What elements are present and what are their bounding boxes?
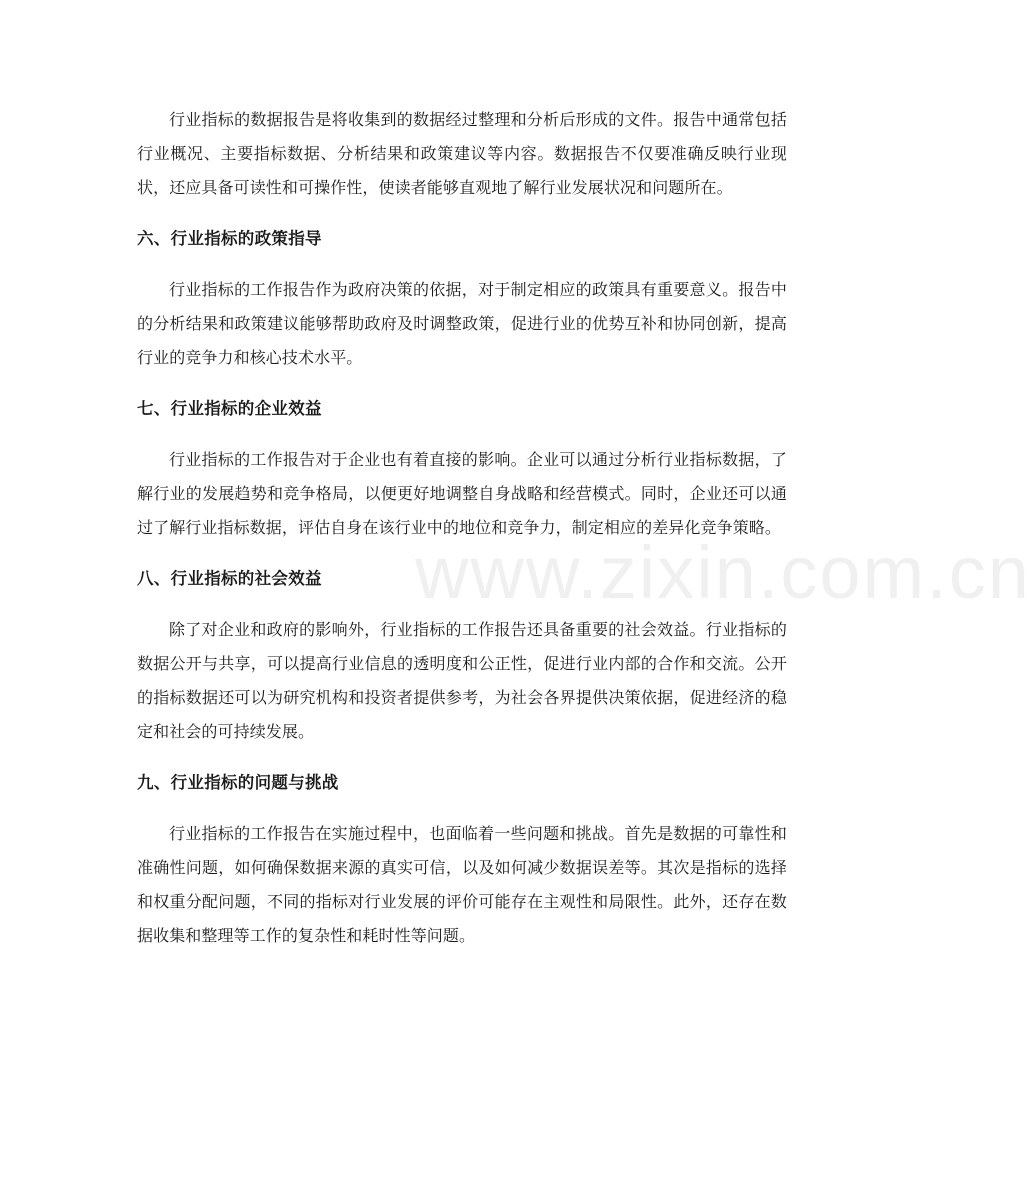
section-heading-6: 六、行业指标的政策指导 [137,229,322,248]
section-paragraph-8: 除了对企业和政府的影响外，行业指标的工作报告还具备重要的社会效益。行业指标的数据公开与共享，可以提高行业信息的透明度和公正性，促进行业内部的合作和交流。公开的指标数据还可以为研究机构和投资者提供参考，为社会各界提供决策依据，促进经济的稳定和社会的可持续发展。 [137,620,787,741]
document-body [137,103,787,953]
section-heading-7: 七、行业指标的企业效益 [137,399,322,418]
section-heading-9: 九、行业指标的问题与挑战 [137,773,339,792]
section-paragraph-7: 行业指标的工作报告对于企业也有着直接的影响。企业可以通过分析行业指标数据，了解行业的发展趋势和竞争格局，以便更好地调整自身战略和经营模式。同时，企业还可以通过了解行业指标数据，评估自身在该行业中的地位和竞争力，制定相应的差异化竞争策略。 [137,450,787,537]
intro-paragraph: 行业指标的数据报告是将收集到的数据经过整理和分析后形成的文件。报告中通常包括行业概况、主要指标数据、分析结果和政策建议等内容。数据报告不仅要准确反映行业现状，还应具备可读性和可操作性，使读者能够直观地了解行业发展状况和问题所在。 [137,110,787,197]
section-paragraph-9: 行业指标的工作报告在实施过程中，也面临着一些问题和挑战。首先是数据的可靠性和准确性问题，如何确保数据来源的真实可信，以及如何减少数据误差等。其次是指标的选择和权重分配问题，不同的指标对行业发展的评价可能存在主观性和局限性。此外，还存在数据收集和整理等工作的复杂性和耗时性等问题。 [137,824,787,945]
section-paragraph-6: 行业指标的工作报告作为政府决策的依据，对于制定相应的政策具有重要意义。报告中的分析结果和政策建议能够帮助政府及时调整政策，促进行业的优势互补和协同创新，提高行业的竞争力和核心技术水平。 [137,280,787,367]
section-heading-8: 八、行业指标的社会效益 [137,569,322,588]
watermark-text: www.zixin.com.cn [415,531,1031,614]
